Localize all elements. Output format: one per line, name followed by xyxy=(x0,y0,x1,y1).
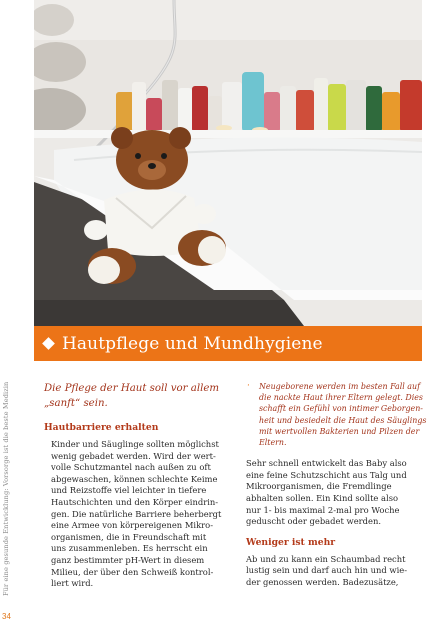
paragraph-line: uns zusammenleben. Es herrscht ein xyxy=(51,543,208,554)
paragraph-line: abgewaschen, können schlechte Keime xyxy=(51,473,218,484)
quote-line: heit und besiedelt die Haut des Säuglings xyxy=(259,415,427,425)
paragraph-line: der genossen werden. Badezusätze, xyxy=(246,576,399,587)
paragraph-line: Mikroorganismen, die Fremdlinge xyxy=(246,481,392,492)
paragraph-line: eine Armee von körpereigenen Mikro- xyxy=(51,520,214,531)
teddy-bear-bathtub-photo xyxy=(34,0,422,326)
paragraph-line: Ab und zu kann ein Schaumbad recht xyxy=(246,553,406,564)
section-header-band xyxy=(34,326,422,361)
paragraph-line: Hautschichten und den Körper eindrin- xyxy=(51,496,219,507)
page-number: 34 xyxy=(2,612,11,621)
photo-illustration xyxy=(34,0,422,326)
diamond-bullet-icon xyxy=(42,337,55,350)
quote-line: schafft ein Gefühl von intimer Geborgen- xyxy=(259,404,423,414)
paragraph-line: gen. Die natürliche Barriere beherbergt xyxy=(51,508,222,519)
quote-line: Neugeborene werden im besten Fall auf xyxy=(259,382,421,391)
paragraph-line: ganz bestimmter pH-Wert in diesem xyxy=(51,554,205,565)
highlight-quote xyxy=(246,381,427,448)
quote-line: die nackte Haut ihrer Eltern gelegt. Dies xyxy=(259,393,423,403)
bullet-dot-icon: · xyxy=(247,381,250,391)
right-column xyxy=(246,381,427,589)
paragraph-line: und Reizstoffe viel leichter in tiefere xyxy=(51,485,207,496)
paragraph-line: Sehr schnell entwickelt das Baby also xyxy=(246,458,407,469)
quote-line: mit wertvollen Bakterien und Pilzen der xyxy=(259,426,420,436)
paragraph-line: Kinder und Säuglinge sollten möglichst xyxy=(51,439,219,449)
paragraph-line: liert wird. xyxy=(51,578,94,589)
paragraph-line: wenig gebadet werden. Wird der wert- xyxy=(51,450,216,461)
subheading-weniger-ist-mehr: Weniger ist mehr xyxy=(246,536,336,548)
paragraph-line: eine feine Schutzschicht aus Talg und xyxy=(246,469,407,480)
paragraph-line: lustig sein und darf auch hin und wie- xyxy=(246,565,408,576)
lead-line: „sanft“ sein. xyxy=(44,398,108,409)
paragraph-line: geduscht oder gebadet werden. xyxy=(246,516,382,527)
paragraph-schutzschicht xyxy=(246,458,418,528)
paragraph-line: Milieu, der über den Schweiß kontrol- xyxy=(51,566,214,577)
paragraph-line: nur 1- bis maximal 2-mal pro Woche xyxy=(246,504,400,515)
paragraph-line: abhalten sollen. Ein Kind sollte also xyxy=(246,493,399,503)
running-side-title: Für eine gesunde Entwicklung: Vorsorge ist die beste Medizin xyxy=(2,381,10,596)
subheading-hautbarriere: Hautbarriere erhalten xyxy=(44,422,159,433)
left-column xyxy=(44,381,222,590)
section-title: Hautpflege und Mundhygiene xyxy=(62,333,323,354)
lead-text xyxy=(44,381,222,411)
lead-line: Die Pflege der Haut soll vor allem xyxy=(44,383,220,394)
paragraph-line: organismen, die in Freundschaft mit xyxy=(51,531,207,542)
paragraph-line: volle Schutzmantel nach außen zu oft xyxy=(51,462,211,473)
paragraph-schaumbad xyxy=(246,554,418,589)
quote-line: Eltern. xyxy=(259,438,287,448)
paragraph-hautbarriere xyxy=(44,439,222,590)
